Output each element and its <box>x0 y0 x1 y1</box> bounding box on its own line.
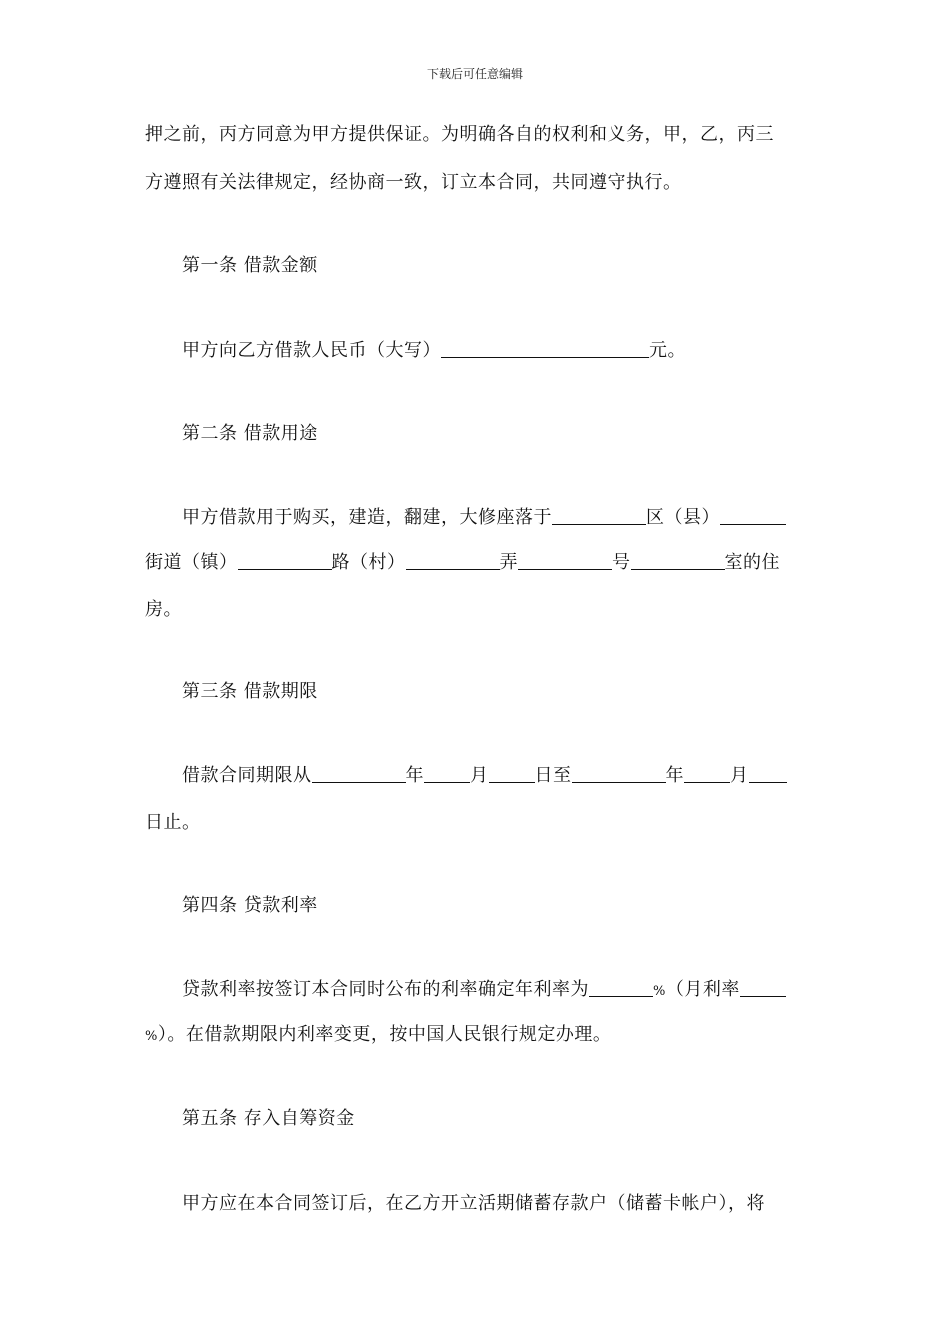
loan-amount-text: 甲方向乙方借款人民币（大写） <box>182 340 441 361</box>
month-label-2: 月 <box>730 765 749 786</box>
article-3-line-1 <box>182 764 787 788</box>
article-2-line-1 <box>182 506 786 530</box>
article-4-line-1 <box>182 978 786 1004</box>
district-blank[interactable] <box>720 506 786 525</box>
lane-blank[interactable] <box>518 551 612 570</box>
purpose-text: 甲方借款用于购买，建造，翻建，大修座落于 <box>182 507 552 528</box>
intro-line-1: 押之前，丙方同意为甲方提供保证。为明确各自的权利和义务，甲，乙，丙三 <box>145 124 774 145</box>
road-label: 路（村） <box>331 552 406 573</box>
article-2-line-2 <box>145 551 780 575</box>
street-blank[interactable] <box>238 551 332 570</box>
year-label-2: 年 <box>665 765 684 786</box>
road-blank[interactable] <box>406 551 500 570</box>
month-label: 月 <box>470 765 489 786</box>
page-header: 下载后可任意编辑 <box>426 67 523 81</box>
loan-amount-blank[interactable] <box>441 339 649 358</box>
article-1-body <box>182 339 686 363</box>
interest-text: 贷款利率按签订本合同时公布的利率确定年利率为 <box>182 979 589 1000</box>
lane-label: 弄 <box>499 552 518 573</box>
number-label: 号 <box>612 552 631 573</box>
end-month-blank[interactable] <box>684 764 730 783</box>
number-blank[interactable] <box>631 551 725 570</box>
monthly-rate-label: （月利率 <box>665 979 740 1000</box>
start-month-blank[interactable] <box>424 764 470 783</box>
room-label: 室的住 <box>724 552 780 573</box>
interest-change-text: ）。在借款期限内利率变更，按中国人民银行规定办理。 <box>157 1024 612 1045</box>
district-label: 区（县） <box>646 507 720 528</box>
end-day-blank[interactable] <box>749 764 787 783</box>
article-4-title: 第四条 贷款利率 <box>182 895 318 916</box>
article-2-line-3: 房。 <box>145 599 182 620</box>
article-5-title: 第五条 存入自筹资金 <box>182 1108 355 1129</box>
percent-sign: % <box>653 984 666 999</box>
article-3-title: 第三条 借款期限 <box>182 681 318 702</box>
year-label: 年 <box>405 765 424 786</box>
loan-amount-unit: 元。 <box>649 340 686 361</box>
street-label: 街道（镇） <box>145 552 238 573</box>
start-day-blank[interactable] <box>489 764 535 783</box>
location-blank[interactable] <box>552 506 646 525</box>
start-year-blank[interactable] <box>312 764 406 783</box>
article-4-line-2 <box>145 1023 611 1049</box>
end-year-blank[interactable] <box>572 764 666 783</box>
term-from-label: 借款合同期限从 <box>182 765 312 786</box>
article-2-title: 第二条 借款用途 <box>182 423 318 444</box>
article-3-line-2: 日止。 <box>145 812 201 833</box>
monthly-rate-blank[interactable] <box>740 978 786 997</box>
article-1-title: 第一条 借款金额 <box>182 255 318 276</box>
intro-line-2: 方遵照有关法律规定，经协商一致，订立本合同，共同遵守执行。 <box>145 172 682 193</box>
article-5-line-1: 甲方应在本合同签订后，在乙方开立活期储蓄存款户（储蓄卡帐户），将 <box>182 1193 765 1214</box>
annual-rate-blank[interactable] <box>589 978 653 997</box>
day-to-label: 日至 <box>534 765 572 786</box>
percent-sign-2: % <box>145 1029 158 1044</box>
